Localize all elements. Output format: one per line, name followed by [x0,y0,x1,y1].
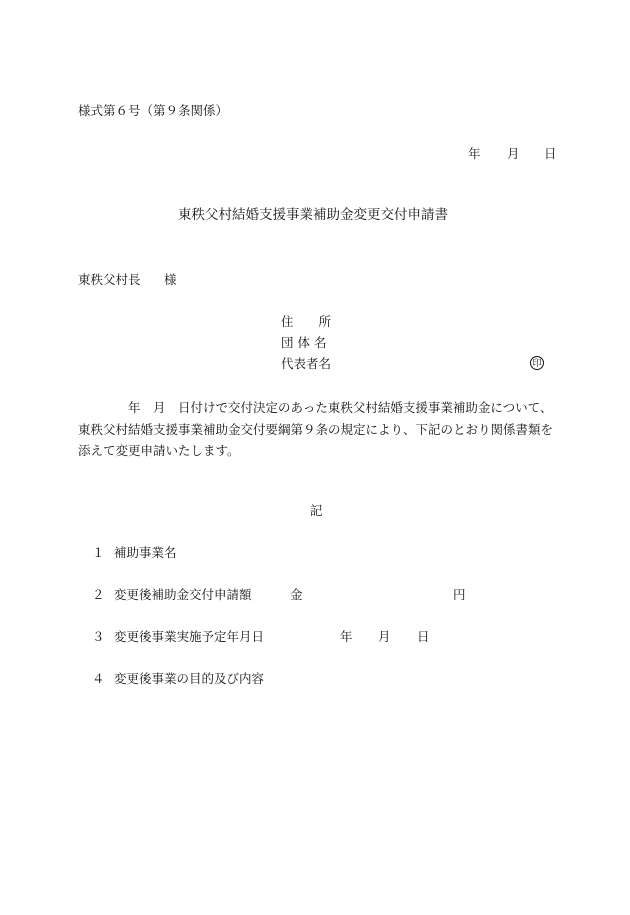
item-4-label: 変更後事業の目的及び内容 [114,671,265,686]
item-2-suffix: 円 [453,587,466,602]
seal-mark: 印 [530,356,544,370]
item-2-prefix: 金 [290,587,303,602]
group-name-label: 団 体 名 [281,335,327,350]
item-1-number: １ [92,545,105,560]
ki-heading: 記 [310,503,323,518]
body-paragraph [78,397,554,462]
body-line-2: 東秩父村結婚支援事業補助金交付要綱第９条の規定により、下記のとおり関係書類を [78,421,554,437]
body-line-3: 添えて変更申請いたします。 [78,443,240,458]
addressee-honorific: 様 [164,272,177,287]
addressee-name: 東秩父村長 [78,272,141,287]
item-3-year: 年 [340,629,353,644]
item-2-label: 変更後補助金交付申請額 [114,587,252,602]
item-1-label: 補助事業名 [114,545,177,560]
date-month: 月 [507,146,520,161]
address-label: 住 所 [281,314,332,329]
form-number: 様式第６号（第９条関係） [78,103,229,118]
body-line-1: 年 月 日付けで交付決定のあった東秩父村結婚支援事業補助金について、 [78,400,553,415]
item-2-number: ２ [92,587,105,602]
date-day: 日 [544,146,557,161]
item-4-number: ４ [92,671,105,686]
representative-label: 代表者名 [281,356,332,371]
item-3-number: ３ [92,629,105,644]
date-year: 年 [468,146,481,161]
item-3-day: 日 [417,629,430,644]
item-3-label: 変更後事業実施予定年月日 [114,629,265,644]
item-3-month: 月 [378,629,391,644]
document-title: 東秩父村結婚支援事業補助金変更交付申請書 [178,207,448,223]
